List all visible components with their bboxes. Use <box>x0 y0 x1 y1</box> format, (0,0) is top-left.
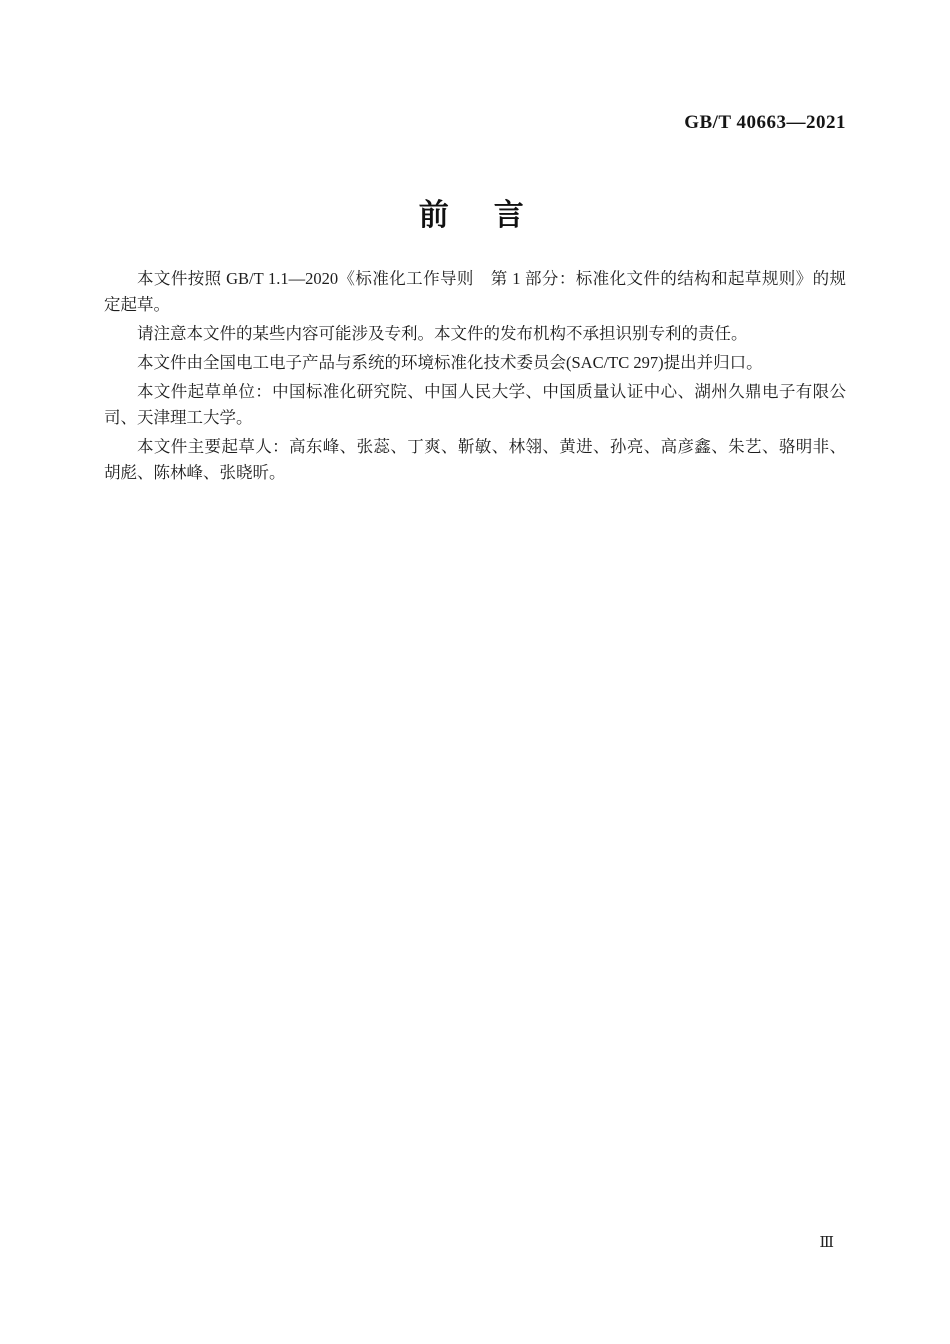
standard-number: GB/T 40663—2021 <box>684 112 846 133</box>
paragraph-drafting-rules: 本文件按照 GB/T 1.1—2020《标准化工作导则 第 1 部分：标准化文件的结构和起草规则》的规定起草。 <box>104 269 846 314</box>
paragraph-main-drafters: 本文件主要起草人：高东峰、张蕊、丁爽、靳敏、林翎、黄进、孙亮、高彦鑫、朱艺、骆明非、胡彪、陈林峰、张晓昕。 <box>104 437 846 482</box>
foreword-body <box>104 266 846 489</box>
paragraph-proposing-committee: 本文件由全国电工电子产品与系统的环境标准化技术委员会(SAC/TC 297)提出并归口。 <box>137 353 763 372</box>
paragraph-drafting-organizations: 本文件起草单位：中国标准化研究院、中国人民大学、中国质量认证中心、湖州久鼎电子有限公司、天津理工大学。 <box>104 382 846 427</box>
page-number: Ⅲ <box>819 1235 834 1251</box>
paragraph-patent-notice: 请注意本文件的某些内容可能涉及专利。本文件的发布机构不承担识别专利的责任。 <box>137 324 748 343</box>
page-title: 前 言 <box>418 199 532 232</box>
